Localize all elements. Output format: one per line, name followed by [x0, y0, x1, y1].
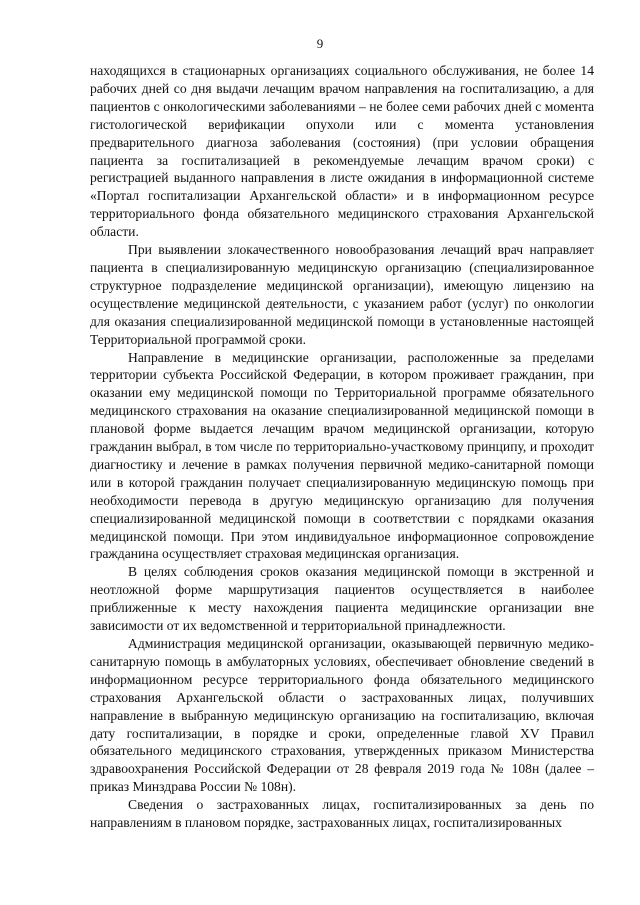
- paragraph: При выявлении злокачественного новообразования лечащий врач направляет пациента в специализированную медицинскую организацию (специализированное структурное подразделение медицинской организации), имеющую лицензию на осуществление медицинской деятельности, с указанием работ (услуг) по онкологии для оказания специализированной медицинской помощи в установленные настоящей Территориальной программой сроки.: [90, 242, 594, 347]
- paragraph: Направление в медицинские организации, расположенные за пределами территории субъекта Российской Федерации, в котором проживает гражданин, при оказании ему медицинской помощи по Территориальной программе обязательного медицинского страхования на оказание специализированной медицинской помощи в плановой форме выдается лечащим врачом медицинской организации, которую гражданин выбрал, в том числе по территориально-участковому принципу, и проходит диагностику и лечение в рамках получения первичной медико-санитарной помощи или в которой гражданин получает специализированную медицинскую помощь при необходимости перевода в другую медицинскую организацию для получения специализированной медицинской помощи в соответствии с порядками оказания медицинской помощи. При этом индивидуальное информационное сопровождение гражданина осуществляет страховая медицинская организация.: [90, 349, 594, 562]
- paragraph: Сведения о застрахованных лицах, госпитализированных за день по направлениям в плановом порядке, застрахованных лицах, госпитализированных: [90, 797, 594, 831]
- paragraph: Администрация медицинской организации, оказывающей первичную медико-санитарную помощь в амбулаторных условиях, обеспечивает обновление сведений в информационном ресурсе территориального фонда обязательного медицинского страхования Архангельской области о застрахованных лицах, получивших направление в выбранную медицинскую организацию на госпитализацию, включая дату госпитализации, в порядке и сроки, определенные главой XV Правил обязательного медицинского страхования, утвержденных приказом Министерства здравоохранения Российской Федерации от 28 февраля 2019 года № 108н (далее – приказ Минздрава России № 108н).: [90, 636, 594, 795]
- page-number: 9: [316, 36, 324, 51]
- paragraph: находящихся в стационарных организациях социального обслуживания, не более 14 рабочих дней со дня выдачи лечащим врачом направления на госпитализацию, а для пациентов с онкологическими заболеваниями – не более семи рабочих дней с момента гистологической верификации опухоли или с момента установления предварительного диагноза заболевания (состояния) (при условии обращения пациента за госпитализацией в рекомендуемые лечащим врачом сроки) с регистрацией выданного направления в листе ожидания в информационной системе «Портал госпитализации Архангельской области» и в информационном ресурсе территориального фонда обязательного медицинского страхования Архангельской области.: [90, 63, 594, 240]
- body-text: [90, 62, 594, 832]
- paragraph: В целях соблюдения сроков оказания медицинской помощи в экстренной и неотложной форме маршрутизация пациентов осуществляется в наиболее приближенные к месту нахождения пациента медицинские организации вне зависимости от их ведомственной и территориальной принадлежности.: [90, 564, 594, 634]
